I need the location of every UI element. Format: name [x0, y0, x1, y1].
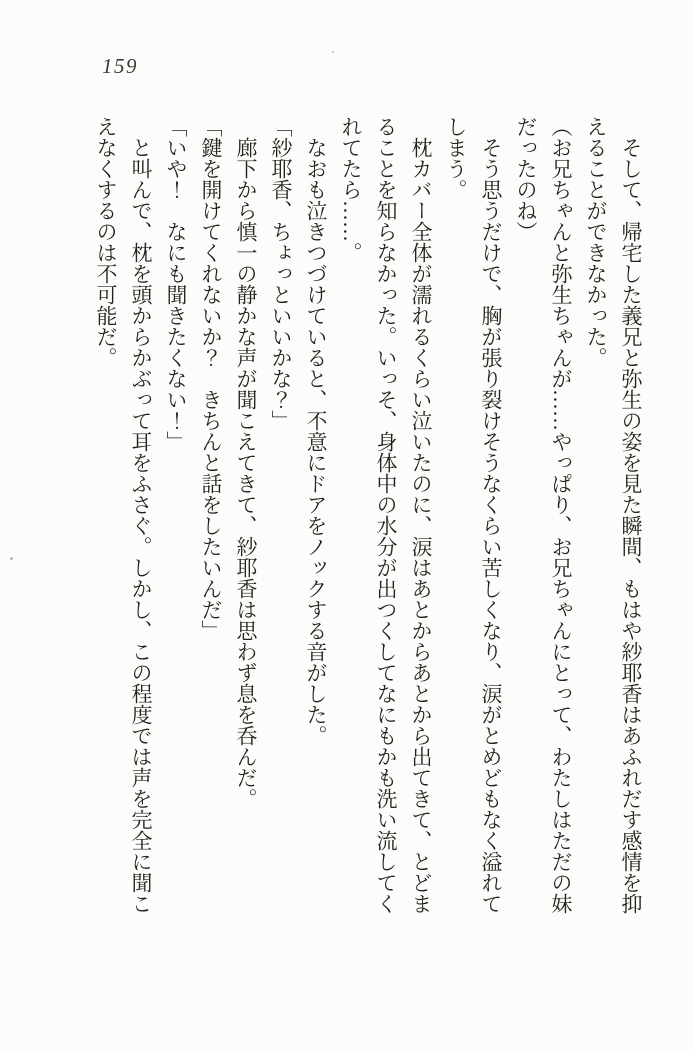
paragraph-4: 枕カバー全体が濡れるくらい泣いたのに、涙はあとからあとから出てきて、とどまることを知らなかった。いっそ、身体中の水分が出つくしてなにもかも洗い流してくれてたら……。	[339, 116, 433, 914]
paragraph-6: 「紗耶香、ちょっといいかな？」	[269, 116, 293, 431]
scan-speck	[332, 51, 334, 53]
paragraph-2: （お兄ちゃんと弥生ちゃんが……やっぱり、お兄ちゃんにとって、わたしはただの妹だったのね）	[514, 116, 573, 914]
paragraph-1: そして、帰宅した義兄と弥生の姿を見た瞬間、もはや紗耶香はあふれだす感情を抑えることができなかった。	[584, 116, 643, 914]
scan-speck	[10, 557, 13, 560]
page-number: 159	[102, 54, 138, 78]
paragraph-8: 「鍵を開けてくれないか？ きちんと話をしたいんだ」	[199, 116, 223, 641]
paragraph-9: 「いや！ なにも聞きたくない！」	[164, 116, 188, 452]
paragraph-7: 廊下から慎一の静かな声が聞こえてきて、紗耶香は思わず息を呑んだ。	[234, 137, 258, 809]
paragraph-10: と叫んで、枕を頭からかぶって耳をふさぐ。しかし、この程度では声を完全に聞こえなくするのは不可能だ。	[94, 116, 153, 914]
paragraph-5: なおも泣きつづけていると、不意にドアをノックする音がした。	[304, 137, 328, 746]
paragraph-3: そう思うだけで、胸が張り裂けそうなくらい苦しくなり、涙がとめどもなく溢れてしまう。	[444, 116, 503, 914]
body-text	[86, 116, 648, 916]
